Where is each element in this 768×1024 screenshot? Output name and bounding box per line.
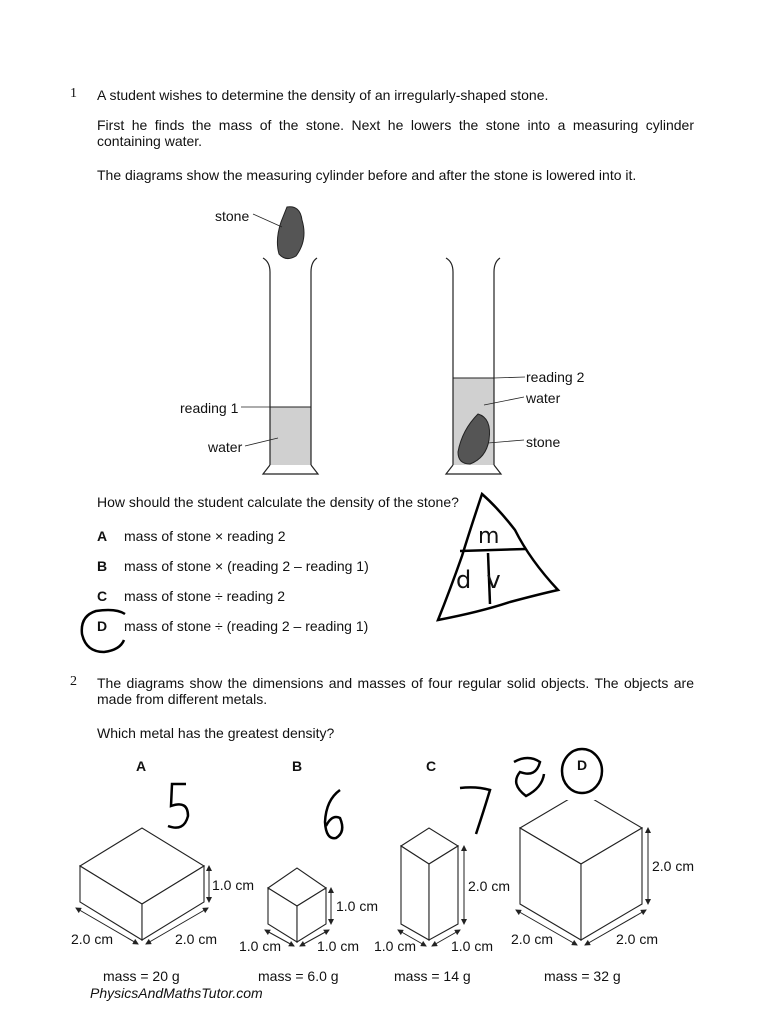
question-2-prompt: Which metal has the greatest density? xyxy=(97,725,335,741)
option-b-letter: B xyxy=(97,558,108,574)
object-c-width: 1.0 cm xyxy=(451,938,494,954)
object-b-mass: mass = 6.0 g xyxy=(258,968,339,984)
question-1-paragraph-2: First he finds the mass of the stone. Next he lowers the stone into a measuring cylinder containing water. xyxy=(97,117,694,149)
object-d-width: 2.0 cm xyxy=(616,931,659,947)
label-reading-1: reading 1 xyxy=(180,400,239,416)
label-stone-right: stone xyxy=(526,434,561,450)
object-d-letter: D xyxy=(577,757,588,773)
object-d-height: 2.0 cm xyxy=(652,858,695,874)
option-a-letter: A xyxy=(97,528,108,544)
option-d-letter: D xyxy=(97,618,108,634)
handwriting-triangle-bottom: d v xyxy=(456,566,501,594)
object-d-depth: 2.0 cm xyxy=(511,931,554,947)
answer-circle-d xyxy=(82,610,125,652)
object-a-depth: 2.0 cm xyxy=(71,931,114,947)
object-a-height: 1.0 cm xyxy=(212,877,255,893)
label-water-right: water xyxy=(526,390,561,406)
question-2-number: 2 xyxy=(70,674,77,689)
object-c-mass: mass = 14 g xyxy=(394,968,471,984)
object-d-mass: mass = 32 g xyxy=(544,968,621,984)
question-2-intro: The diagrams show the dimensions and masses of four regular solid objects. The objects are made from different metals. xyxy=(97,675,694,707)
question-1-paragraph-3: The diagrams show the measuring cylinder before and after the stone is lowered into it. xyxy=(97,167,637,183)
handwriting-triangle-top: m xyxy=(478,524,500,549)
object-b-depth: 1.0 cm xyxy=(239,938,282,954)
object-b-letter: B xyxy=(292,758,303,774)
object-c-height: 2.0 cm xyxy=(468,878,511,894)
scribble-near-d xyxy=(514,758,544,796)
option-c-letter: C xyxy=(97,588,108,604)
option-b-text[interactable]: mass of stone × (reading 2 – reading 1) xyxy=(124,558,369,574)
footer-site: PhysicsAndMathsTutor.com xyxy=(90,985,263,1001)
label-water-left: water xyxy=(208,439,243,455)
option-d-text[interactable]: mass of stone ÷ (reading 2 – reading 1) xyxy=(124,618,369,634)
object-b-width: 1.0 cm xyxy=(317,938,360,954)
question-1-prompt: How should the student calculate the density of the stone? xyxy=(97,494,459,510)
option-a-text[interactable]: mass of stone × reading 2 xyxy=(124,528,286,544)
object-b-height: 1.0 cm xyxy=(336,898,379,914)
question-1-number: 1 xyxy=(70,86,77,101)
label-reading-2: reading 2 xyxy=(526,369,585,385)
object-c-depth: 1.0 cm xyxy=(374,938,417,954)
object-c-letter: C xyxy=(426,758,437,774)
object-a-width: 2.0 cm xyxy=(175,931,218,947)
object-a-mass: mass = 20 g xyxy=(103,968,180,984)
option-c-text[interactable]: mass of stone ÷ reading 2 xyxy=(124,588,285,604)
label-stone-top: stone xyxy=(215,208,250,224)
question-1-intro: A student wishes to determine the density of an irregularly-shaped stone. xyxy=(97,87,549,103)
density-triangle xyxy=(438,494,558,620)
object-a-letter: A xyxy=(136,758,147,774)
